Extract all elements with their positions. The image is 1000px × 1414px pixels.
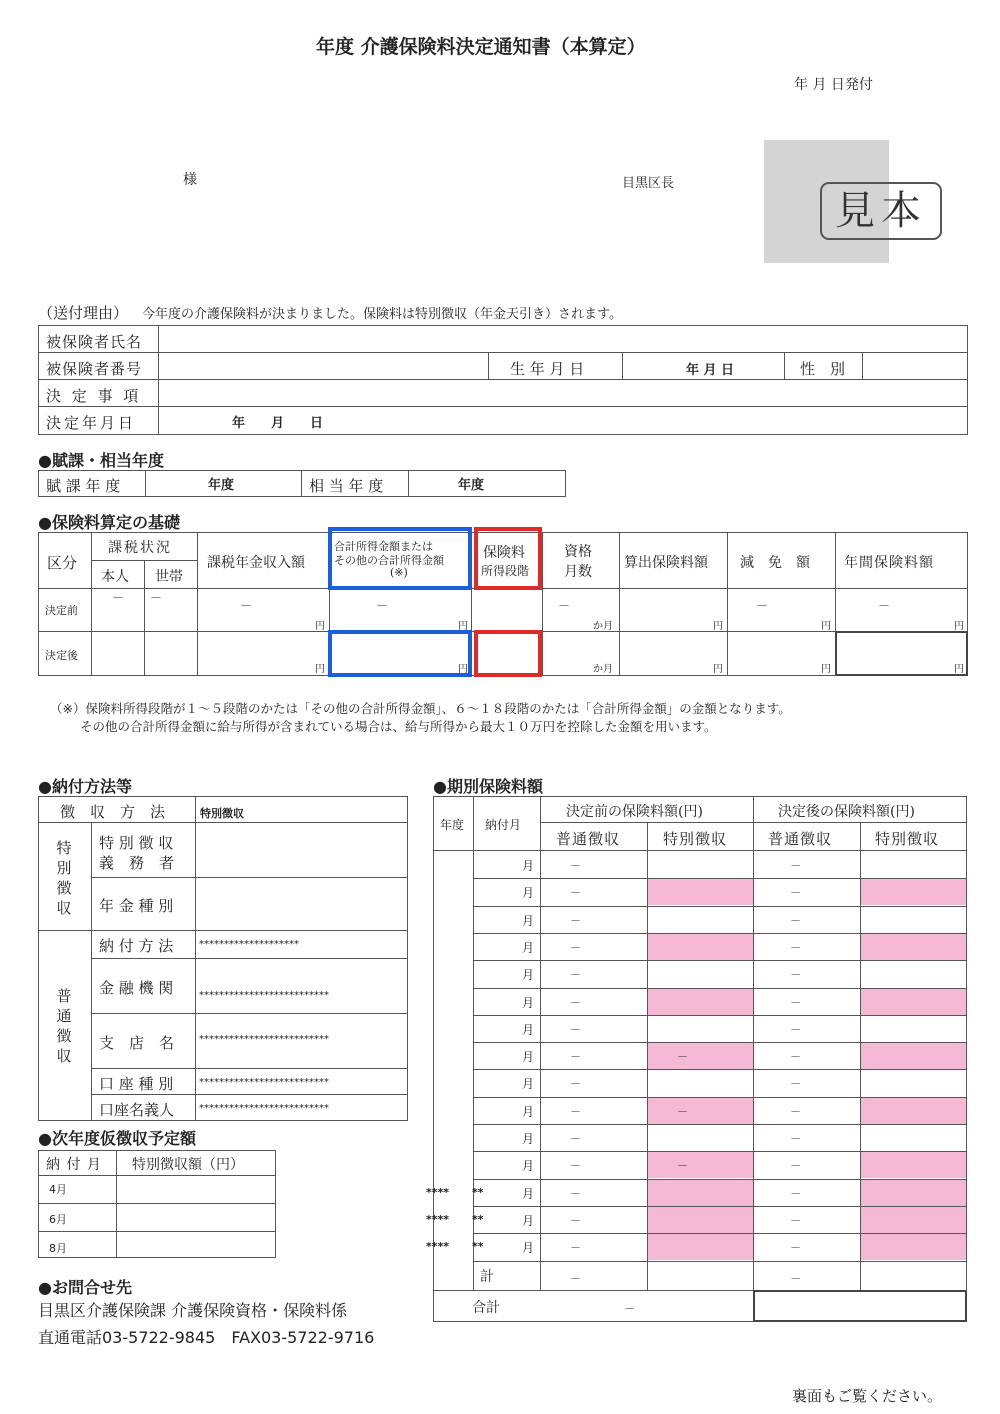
normal-before-dash: － xyxy=(570,1213,581,1227)
row-divider xyxy=(473,933,967,934)
months-unit: か月 xyxy=(593,664,613,675)
col-special-before: 特別徴収 xyxy=(663,830,728,848)
row-divider xyxy=(473,1097,967,1098)
total-income-after-highlight xyxy=(328,630,472,677)
masked-year: **** xyxy=(426,1185,450,1199)
normal-before-dash: － xyxy=(570,940,581,954)
annual-premium-after-cell xyxy=(835,631,968,676)
before-self-dash: － xyxy=(112,591,125,605)
row-divider xyxy=(473,1179,967,1180)
total-label: 合計 xyxy=(472,1300,500,1316)
insured-info-table xyxy=(38,325,968,435)
obligor-label-2: 義 務 者 xyxy=(99,854,175,872)
pay-month-unit: 月 xyxy=(522,1132,535,1146)
normal-before-dash: － xyxy=(570,859,581,872)
pay-method-label: 納 付 方 法 xyxy=(99,937,174,955)
normal-after-dash: － xyxy=(790,886,801,900)
row-divider xyxy=(473,1015,967,1016)
masked-month: ** xyxy=(472,1185,484,1199)
pay-month-unit: 月 xyxy=(522,995,535,1010)
pay-month-unit: 月 xyxy=(522,913,535,928)
normal-before-dash: － xyxy=(570,1132,581,1145)
normal-before-dash: － xyxy=(570,1241,581,1255)
yen-unit: 円 xyxy=(458,664,468,675)
normal-before-dash: － xyxy=(570,1050,581,1064)
col-grade-1: 保険料 xyxy=(483,545,525,561)
special-before-dash: － xyxy=(677,1159,688,1173)
special-before-dash: － xyxy=(677,1050,688,1064)
row-divider xyxy=(473,988,967,989)
col-calc-premium: 算出保険料額 xyxy=(624,555,708,571)
normal-before-dash: － xyxy=(570,1186,581,1200)
period-table-border xyxy=(433,796,967,1322)
normal-after-dash: － xyxy=(790,1186,801,1200)
account-name-label: 口座名義人 xyxy=(99,1101,175,1119)
income-grade-header-highlight xyxy=(474,527,542,590)
col-total-income-2: その他の合計所得金額 xyxy=(334,554,444,567)
next-row-month: 8月 xyxy=(49,1242,67,1255)
corr-year-label: 相 当 年 度 xyxy=(309,477,384,495)
col-pension-income: 課税年金収入額 xyxy=(207,555,305,571)
pay-month-unit: 月 xyxy=(522,1186,535,1201)
row-divider xyxy=(473,1233,967,1234)
normal-before-dash: － xyxy=(570,1077,581,1091)
row-divider xyxy=(473,1042,967,1043)
row-divider xyxy=(473,1261,967,1262)
col-special-after: 特別徴収 xyxy=(875,830,940,848)
header-divider xyxy=(433,850,967,851)
decision-date-value: 年 月 日 xyxy=(232,416,324,431)
col-pay-month: 納付月 xyxy=(485,818,522,832)
yen-unit: 円 xyxy=(954,664,964,675)
col-total-income-3: (※) xyxy=(390,566,408,579)
pay-month-unit: 月 xyxy=(522,886,535,901)
normal-before-dash: － xyxy=(570,968,581,982)
normal-after-dash: － xyxy=(790,995,801,1009)
normal-after-dash: － xyxy=(790,1132,801,1145)
next-col-month: 納 付 月 xyxy=(46,1157,102,1173)
next-row-month: 6月 xyxy=(49,1213,67,1226)
before-reduction-dash: － xyxy=(756,599,769,613)
levy-year-value: 年度 xyxy=(208,478,235,493)
branch-label: 支 店 名 xyxy=(99,1034,175,1052)
normal-after-dash: － xyxy=(790,1022,801,1036)
total-income-header-highlight xyxy=(328,527,472,590)
account-type-value: ************************** xyxy=(199,1077,329,1088)
obligor-label-1: 特 別 徴 収 xyxy=(99,834,174,852)
normal-before-dash: － xyxy=(570,1022,581,1036)
before-pension-dash: － xyxy=(240,599,253,613)
row-after: 決定後 xyxy=(45,649,78,662)
sample-stamp: 見本 xyxy=(820,182,942,240)
pension-type-label: 年 金 種 別 xyxy=(99,897,174,915)
issue-date: 年 月 日発付 xyxy=(794,77,873,93)
reason-text: 今年度の介護保険料が決まりました。保険料は特別徴収（年金天引き）されます。 xyxy=(142,307,622,322)
contact-phone: 直通電話03-5722-9845 FAX03-5722-9716 xyxy=(38,1328,375,1347)
col-tax-status: 課税状況 xyxy=(108,540,172,556)
pay-method-value: ******************** xyxy=(199,939,299,950)
yen-unit: 円 xyxy=(315,621,325,632)
fiscal-heading: ●賦課・相当年度 xyxy=(38,451,164,470)
normal-before-dash: － xyxy=(570,995,581,1009)
masked-year: **** xyxy=(426,1212,450,1226)
normal-before-dash: － xyxy=(570,1104,581,1118)
normal-after-dash: － xyxy=(790,1104,801,1118)
dob-value: 年 月 日 xyxy=(686,363,735,378)
insured-name-label: 被保険者氏名 xyxy=(46,333,143,351)
special-before-dash: － xyxy=(677,1104,688,1118)
normal-collection-label: 普通徴収 xyxy=(56,987,72,1065)
issuer-name: 目黒区長 xyxy=(622,176,675,191)
yen-unit: 円 xyxy=(713,621,723,632)
col-after: 決定後の保険料額(円) xyxy=(778,804,915,820)
footer-note: 裏面もご覧ください。 xyxy=(792,1387,943,1405)
note-line-1: （※）保険料所得段階が１～５段階のかたは「その他の合計所得金額」、６～１８段階のかたは「合計所得金額」の金額となります。 xyxy=(50,701,791,716)
pay-month-unit: 月 xyxy=(522,1159,535,1174)
addressee-suffix: 様 xyxy=(183,172,197,188)
normal-after-dash: － xyxy=(790,913,801,927)
income-grade-after-highlight xyxy=(474,630,542,677)
basis-heading: ●保険料算定の基礎 xyxy=(38,513,180,532)
normal-after-dash: － xyxy=(790,1159,801,1173)
col-household: 世帯 xyxy=(155,569,183,585)
col-annual-premium: 年間保険料額 xyxy=(844,555,934,571)
col-normal-after: 普通徴収 xyxy=(768,830,833,848)
special-collection-label: 特別徴収 xyxy=(56,839,72,917)
next-year-heading: ●次年度仮徴収予定額 xyxy=(38,1129,196,1148)
row-divider xyxy=(473,960,967,961)
normal-after-dash: － xyxy=(790,1050,801,1064)
col-reduction: 減 免 額 xyxy=(740,555,810,571)
yen-unit: 円 xyxy=(713,664,723,675)
row-before: 決定前 xyxy=(45,604,78,617)
pay-month-unit: 月 xyxy=(522,1213,535,1228)
col-year: 年度 xyxy=(440,818,465,832)
col-months-1: 資格 xyxy=(564,544,592,560)
normal-after-dash: － xyxy=(790,940,801,954)
masked-year: **** xyxy=(426,1240,450,1254)
row-divider xyxy=(473,878,967,879)
yen-unit: 円 xyxy=(821,621,831,632)
normal-after-dash: － xyxy=(790,1077,801,1091)
normal-after-dash: － xyxy=(790,1241,801,1255)
account-type-label: 口 座 種 別 xyxy=(99,1075,174,1093)
row-divider xyxy=(473,1124,967,1125)
normal-before-dash: － xyxy=(570,1159,581,1173)
document-title: 年度 介護保険料決定通知書（本算定） xyxy=(316,36,646,58)
before-household-dash: － xyxy=(150,591,163,605)
row-divider xyxy=(473,906,967,907)
col-total-income-1: 合計所得金額または xyxy=(334,540,433,553)
grand-total-cell xyxy=(753,1290,967,1322)
pay-month-unit: 月 xyxy=(522,1022,535,1037)
collection-method-value: 特別徴収 xyxy=(200,807,244,820)
before-annual-dash: － xyxy=(878,599,891,613)
dob-label: 生 年 月 日 xyxy=(510,360,585,378)
subtotal-label: 計 xyxy=(480,1269,494,1285)
bank-value: ************************** xyxy=(199,990,329,1001)
normal-before-dash: － xyxy=(570,913,581,927)
col-kubun: 区分 xyxy=(47,554,78,572)
before-months-dash: － xyxy=(558,599,571,613)
next-row-month: 4月 xyxy=(49,1183,67,1196)
note-line-2: その他の合計所得金額に給与所得が含まれている場合は、給与所得から最大１０万円を控除した金額を用います。 xyxy=(80,719,717,734)
next-col-amount: 特別徴収額（円） xyxy=(132,1157,244,1173)
yen-unit: 円 xyxy=(458,621,468,632)
contact-heading: ●お問合せ先 xyxy=(38,1278,132,1297)
subtotal-normal-before: － xyxy=(570,1272,581,1285)
pay-month-unit: 月 xyxy=(522,1077,535,1092)
normal-after-dash: － xyxy=(790,859,801,872)
row-divider xyxy=(473,1151,967,1152)
reason-label: （送付理由） xyxy=(38,304,129,322)
total-before-dash: － xyxy=(624,1302,635,1315)
period-heading: ●期別保険料額 xyxy=(433,777,543,796)
pay-month-unit: 月 xyxy=(522,1050,535,1065)
before-income-dash: － xyxy=(376,599,389,613)
levy-year-label: 賦 課 年 度 xyxy=(46,477,121,495)
normal-before-dash: － xyxy=(570,886,581,900)
insured-number-label: 被保険者番号 xyxy=(46,360,143,378)
pay-month-unit: 月 xyxy=(522,1241,535,1256)
masked-month: ** xyxy=(472,1212,484,1226)
normal-after-dash: － xyxy=(790,968,801,982)
normal-after-dash: － xyxy=(790,1213,801,1227)
yen-unit: 円 xyxy=(954,621,964,632)
col-normal-before: 普通徴収 xyxy=(556,830,621,848)
pay-month-unit: 月 xyxy=(522,968,535,983)
column-divider xyxy=(647,822,648,1290)
col-months-2: 月数 xyxy=(564,564,592,580)
subtotal-normal-after: － xyxy=(790,1272,801,1285)
months-unit: か月 xyxy=(593,621,613,632)
account-name-value: ************************** xyxy=(199,1103,329,1114)
column-divider xyxy=(860,822,861,1290)
row-divider xyxy=(473,1206,967,1207)
pay-month-unit: 月 xyxy=(522,859,535,873)
bank-label: 金 融 機 関 xyxy=(99,979,174,997)
yen-unit: 円 xyxy=(821,664,831,675)
payment-heading: ●納付方法等 xyxy=(38,777,132,796)
col-self: 本人 xyxy=(101,569,129,585)
pay-month-unit: 月 xyxy=(522,940,535,955)
pay-month-unit: 月 xyxy=(522,1104,535,1119)
col-grade-2: 所得段階 xyxy=(481,564,530,578)
column-divider xyxy=(753,796,754,1322)
yen-unit: 円 xyxy=(315,664,325,675)
decision-date-label: 決定年月日 xyxy=(46,414,137,432)
collection-method-label: 徴 収 方 法 xyxy=(60,803,166,821)
contact-department: 目黒区介護保険課 介護保険資格・保険料係 xyxy=(38,1301,348,1320)
row-divider xyxy=(473,1069,967,1070)
branch-value: ************************** xyxy=(199,1034,329,1045)
masked-month: ** xyxy=(472,1240,484,1254)
col-before: 決定前の保険料額(円) xyxy=(566,804,703,820)
decision-label: 決 定 事 項 xyxy=(46,387,142,405)
sex-label: 性 別 xyxy=(800,360,846,378)
corr-year-value: 年度 xyxy=(458,478,485,493)
